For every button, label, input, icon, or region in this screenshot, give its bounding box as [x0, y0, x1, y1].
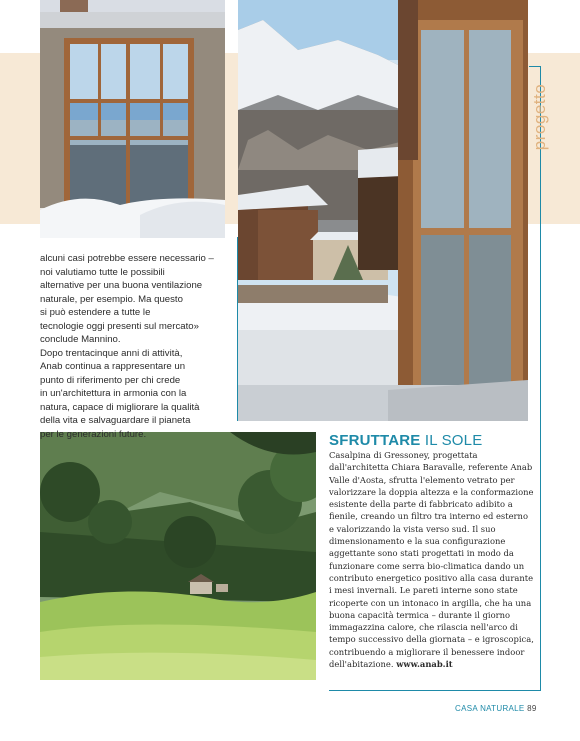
left-text-line: conclude Mannino.: [40, 334, 121, 345]
left-text-line: naturale, per esempio. Ma questo: [40, 293, 183, 305]
left-text-line: punto di riferimento per chi crede: [40, 374, 181, 386]
left-text-line: alternative per una buona ventilazione: [40, 280, 203, 291]
left-text-line: Dopo trentacinque anni di attività,: [40, 347, 183, 359]
photo-alpine-valley: [40, 432, 316, 680]
article-body-text: Casalpina di Gressoney, progettata dall'architetta Chiara Baravalle, referente Anab Valle d'Aosta, sfrutta l'elemento vetrato per valorizzare la doppia altezza e la conformazione esistente della parte di fabbricato adibito a fienile, creando un filtro tra interno ed esterno e valorizzando la vista verso sud. Il suo dimensionamento e la sua configurazione aggettante sono stati progettati in modo da funzionare come serra bio-climatica dando un contributo energetico positivo alla casa durante i mesi invernali. Le pareti interne sono state ricoperte con un intonaco in argilla, che ha una buona capacità termica – durante il giorno immagazzina calore, che rilascia nell'arco di tempo successivo della giornata – e igroscopica, contribuendo a migliorare il benessere indoor dell'abitazione.: [329, 450, 534, 670]
article-heading: [329, 432, 482, 449]
section-label: [529, 72, 551, 162]
left-text-line: noi valutiamo tutte le possibili: [40, 266, 165, 278]
photo-stone-house-window: [40, 0, 225, 238]
website-link[interactable]: www.anab.it: [396, 659, 453, 670]
left-text-line: tecnologie oggi presenti sul mercato»: [40, 320, 199, 332]
left-text-column: [40, 252, 225, 441]
left-text-line: Anab continua a rappresentare un: [40, 361, 186, 372]
left-text-line: si può estendere a tutte le: [40, 307, 151, 318]
magazine-name: CASA NATURALE: [455, 704, 525, 713]
article-body: [329, 449, 534, 670]
section-label-text: progetto: [530, 83, 549, 151]
page-footer: [455, 704, 537, 713]
left-text-line: natura, capace di migliorare la qualità: [40, 401, 200, 413]
left-text-line: alcuni casi potrebbe essere necessario –: [40, 253, 214, 264]
left-text-line: in un'architettura in armonia con la: [40, 388, 187, 399]
left-text-line: per le generazioni future.: [40, 428, 147, 440]
heading-light: IL SOLE: [420, 432, 483, 449]
left-text-line: della vita e salvaguardare il pianeta: [40, 415, 191, 426]
frame-line-bottom: [329, 690, 541, 691]
page-number: 89: [527, 704, 537, 713]
heading-bold: SFRUTTARE: [329, 432, 421, 449]
photo-mountain-chalet: [238, 0, 528, 421]
